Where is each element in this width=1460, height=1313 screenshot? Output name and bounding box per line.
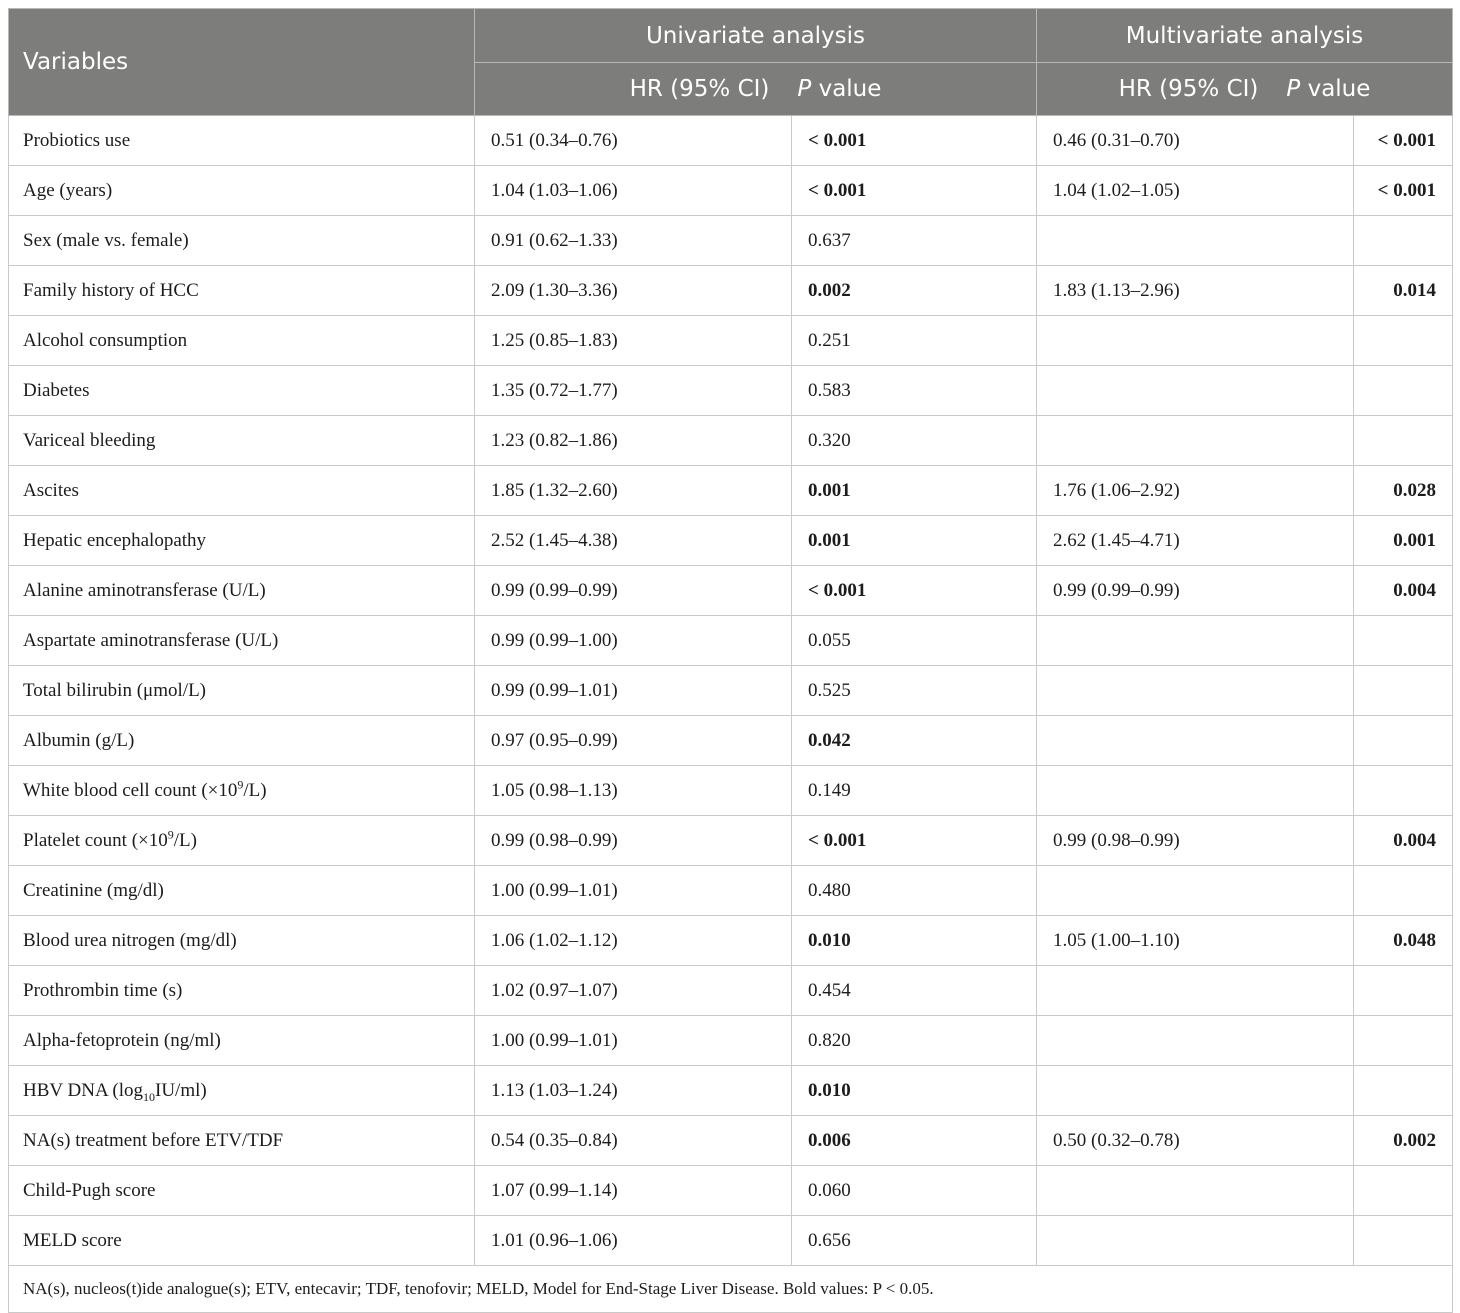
univariate-subheader [475,63,1037,116]
univariate-hr-cell: 0.97 (0.95–0.99) [475,716,792,766]
multivariate-hr-cell [1037,966,1354,1016]
univariate-p-cell: 0.320 [792,416,1037,466]
univariate-header: Univariate analysis [475,9,1037,63]
multivariate-hr-cell: 0.99 (0.98–0.99) [1037,816,1354,866]
variable-cell [9,666,475,716]
univariate-hr-cell: 1.04 (1.03–1.06) [475,166,792,216]
variable-cell [9,816,475,866]
table-row [9,716,1453,766]
table-row [9,466,1453,516]
variable-label: Creatinine (mg/dl) [23,879,164,901]
multivariate-hr-cell [1037,866,1354,916]
univariate-hr-cell: 1.85 (1.32–2.60) [475,466,792,516]
variable-superscript: 9 [167,827,174,842]
variable-cell [9,916,475,966]
variable-cell [9,1216,475,1266]
univariate-p-cell: 0.060 [792,1166,1037,1216]
variable-cell [9,116,475,166]
univariate-p-italic: P [797,76,812,102]
univariate-p-cell: 0.149 [792,766,1037,816]
variable-cell [9,566,475,616]
footnote: NA(s), nucleos(t)ide analogue(s); ETV, entecavir; TDF, tenofovir; MELD, Model for End-Stage Liver Disease. Bold values: P < 0.05. [9,1266,1453,1313]
variable-label: NA(s) treatment before ETV/TDF [23,1129,284,1151]
variable-cell [9,616,475,666]
univariate-hr-cell: 1.02 (0.97–1.07) [475,966,792,1016]
table-row [9,1066,1453,1116]
header-row-top [9,9,1453,63]
multivariate-subheader [1037,63,1453,116]
univariate-hr-cell: 1.00 (0.99–1.01) [475,1016,792,1066]
variable-cell [9,516,475,566]
univariate-p-cell: < 0.001 [792,166,1037,216]
table-row [9,216,1453,266]
multivariate-p-cell: 0.004 [1354,816,1453,866]
variable-cell [9,466,475,516]
univariate-hr-cell: 0.54 (0.35–0.84) [475,1116,792,1166]
multivariate-hr-cell: 1.76 (1.06–2.92) [1037,466,1354,516]
univariate-hr-cell: 1.35 (0.72–1.77) [475,366,792,416]
table-row [9,416,1453,466]
multivariate-hr-cell [1037,1066,1354,1116]
multivariate-p-cell: 0.014 [1354,266,1453,316]
univariate-p-cell: 0.583 [792,366,1037,416]
multivariate-hr-cell [1037,716,1354,766]
multivariate-p-cell [1354,766,1453,816]
univariate-hr-cell: 2.52 (1.45–4.38) [475,516,792,566]
variable-label: White blood cell count (×10 [23,779,238,801]
univariate-hr-cell: 0.99 (0.98–0.99) [475,816,792,866]
table-row [9,566,1453,616]
variable-cell [9,866,475,916]
univariate-hr-cell: 1.25 (0.85–1.83) [475,316,792,366]
table-body [9,116,1453,1266]
univariate-hr-cell: 1.05 (0.98–1.13) [475,766,792,816]
multivariate-hr-cell: 1.83 (1.13–2.96) [1037,266,1354,316]
multivariate-hr-cell [1037,1216,1354,1266]
variable-label: Alcohol consumption [23,329,188,351]
multivariate-p-cell [1354,366,1453,416]
multivariate-hr-cell: 0.50 (0.32–0.78) [1037,1116,1354,1166]
univariate-hr-cell: 1.13 (1.03–1.24) [475,1066,792,1116]
univariate-hr-cell: 0.91 (0.62–1.33) [475,216,792,266]
multivariate-p-cell [1354,416,1453,466]
multivariate-hr-cell: 0.46 (0.31–0.70) [1037,116,1354,166]
multivariate-p-cell: 0.048 [1354,916,1453,966]
multivariate-hr-cell [1037,766,1354,816]
variable-label: Aspartate aminotransferase (U/L) [23,629,279,651]
univariate-p-value-label: value [811,76,882,102]
variable-label: Platelet count (×10 [23,829,168,851]
univariate-p-cell: 0.042 [792,716,1037,766]
variable-cell [9,766,475,816]
multivariate-p-cell [1354,1016,1453,1066]
univariate-p-cell: 0.454 [792,966,1037,1016]
table-row [9,266,1453,316]
multivariate-hr-cell [1037,666,1354,716]
univariate-hr-cell: 1.06 (1.02–1.12) [475,916,792,966]
table-row [9,616,1453,666]
univariate-p-cell: 0.055 [792,616,1037,666]
variable-cell [9,966,475,1016]
multivariate-p-cell: < 0.001 [1354,166,1453,216]
multivariate-p-cell: 0.004 [1354,566,1453,616]
multivariate-p-cell [1354,1166,1453,1216]
multivariate-p-cell [1354,1066,1453,1116]
multivariate-hr-cell: 0.99 (0.99–0.99) [1037,566,1354,616]
univariate-hr-cell: 0.99 (0.99–0.99) [475,566,792,616]
univariate-p-cell: 0.525 [792,666,1037,716]
multivariate-hr-cell: 1.05 (1.00–1.10) [1037,916,1354,966]
multivariate-p-italic: P [1286,76,1301,102]
variable-subscript: 10 [143,1089,155,1104]
results-table-container [8,8,1452,1313]
univariate-p-cell: < 0.001 [792,816,1037,866]
variable-cell [9,1016,475,1066]
multivariate-p-cell: < 0.001 [1354,116,1453,166]
univariate-hr-cell: 1.23 (0.82–1.86) [475,416,792,466]
multivariate-p-cell: 0.001 [1354,516,1453,566]
univariate-p-cell: 0.251 [792,316,1037,366]
variable-cell [9,716,475,766]
multivariate-p-cell: 0.028 [1354,466,1453,516]
univariate-p-cell: 0.656 [792,1216,1037,1266]
variable-cell [9,1116,475,1166]
variable-cell [9,416,475,466]
multivariate-hr-cell [1037,616,1354,666]
multivariate-header: Multivariate analysis [1037,9,1453,63]
multivariate-p-cell [1354,716,1453,766]
table-row [9,516,1453,566]
variable-label-tail: /L) [243,779,267,801]
variables-header: Variables [9,9,475,116]
table-header [9,9,1453,116]
table-row [9,966,1453,1016]
variable-cell [9,1166,475,1216]
variable-label: Alanine aminotransferase (U/L) [23,579,266,601]
univariate-hr-ci-label: HR (95% CI) [629,76,770,102]
multivariate-hr-cell [1037,1166,1354,1216]
variable-label: Hepatic encephalopathy [23,529,207,551]
variable-label: Ascites [23,479,79,501]
variable-label: Albumin (g/L) [23,729,135,751]
variable-label: Diabetes [23,379,90,401]
variable-label: Variceal bleeding [23,429,156,451]
table-row [9,1166,1453,1216]
table-row [9,866,1453,916]
multivariate-p-cell: 0.002 [1354,1116,1453,1166]
univariate-hr-cell: 1.01 (0.96–1.06) [475,1216,792,1266]
multivariate-p-cell [1354,316,1453,366]
univariate-p-cell: 0.002 [792,266,1037,316]
table-row [9,316,1453,366]
variable-label: Age (years) [23,179,113,201]
variable-cell [9,1066,475,1116]
univariate-p-cell: 0.480 [792,866,1037,916]
multivariate-p-cell [1354,216,1453,266]
multivariate-hr-cell: 2.62 (1.45–4.71) [1037,516,1354,566]
multivariate-p-cell [1354,616,1453,666]
univariate-p-cell: 0.637 [792,216,1037,266]
multivariate-hr-cell [1037,366,1354,416]
multivariate-hr-cell [1037,416,1354,466]
multivariate-p-cell [1354,1216,1453,1266]
variable-label-tail: IU/ml) [155,1079,207,1101]
variable-label: Probiotics use [23,129,131,151]
footnote-row [9,1266,1453,1313]
univariate-hr-cell: 1.00 (0.99–1.01) [475,866,792,916]
variable-label: Child-Pugh score [23,1179,156,1201]
variable-cell [9,166,475,216]
variable-label: MELD score [23,1229,122,1251]
table-row [9,916,1453,966]
variable-label: Blood urea nitrogen (mg/dl) [23,929,237,951]
multivariate-hr-cell [1037,216,1354,266]
variable-cell [9,316,475,366]
univariate-hr-cell: 2.09 (1.30–3.36) [475,266,792,316]
univariate-hr-cell: 1.07 (0.99–1.14) [475,1166,792,1216]
table-row [9,666,1453,716]
univariate-p-cell: 0.820 [792,1016,1037,1066]
multivariate-p-cell [1354,866,1453,916]
variable-cell [9,366,475,416]
univariate-hr-cell: 0.99 (0.99–1.01) [475,666,792,716]
table-row [9,366,1453,416]
univariate-p-cell: 0.001 [792,466,1037,516]
univariate-p-cell: 0.010 [792,916,1037,966]
variable-superscript: 9 [237,777,244,792]
variable-label: Total bilirubin (μmol/L) [23,679,206,701]
variable-cell [9,216,475,266]
multivariate-p-cell [1354,966,1453,1016]
table-row [9,116,1453,166]
variable-label: Sex (male vs. female) [23,229,189,251]
univariate-hr-cell: 0.51 (0.34–0.76) [475,116,792,166]
univariate-p-cell: 0.006 [792,1116,1037,1166]
table-row [9,766,1453,816]
table-row [9,816,1453,866]
multivariate-hr-ci-label: HR (95% CI) [1118,76,1259,102]
variable-label: Prothrombin time (s) [23,979,183,1001]
variable-label-tail: /L) [173,829,197,851]
variable-label: Alpha-fetoprotein (ng/ml) [23,1029,221,1051]
multivariate-p-value-label: value [1300,76,1371,102]
variable-cell [9,266,475,316]
table-row [9,166,1453,216]
table-row [9,1116,1453,1166]
table-row [9,1016,1453,1066]
univariate-p-cell: 0.001 [792,516,1037,566]
univariate-hr-cell: 0.99 (0.99–1.00) [475,616,792,666]
multivariate-p-cell [1354,666,1453,716]
multivariate-hr-cell [1037,1016,1354,1066]
univariate-p-cell: < 0.001 [792,116,1037,166]
univariate-p-cell: 0.010 [792,1066,1037,1116]
variable-label: HBV DNA (log [23,1079,143,1101]
table-row [9,1216,1453,1266]
cox-regression-table [8,8,1453,1313]
multivariate-hr-cell: 1.04 (1.02–1.05) [1037,166,1354,216]
univariate-p-cell: < 0.001 [792,566,1037,616]
table-footer [9,1266,1453,1313]
multivariate-hr-cell [1037,316,1354,366]
variable-label: Family history of HCC [23,279,199,301]
